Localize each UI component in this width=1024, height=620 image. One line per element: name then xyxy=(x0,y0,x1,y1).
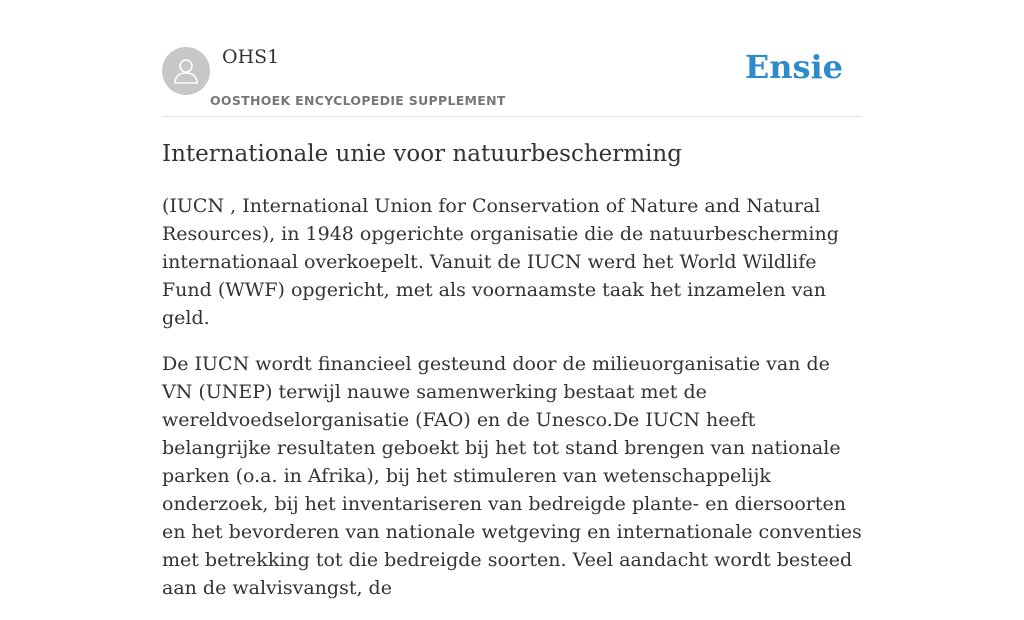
page-title: Internationale unie voor natuurbescherming xyxy=(162,141,682,167)
article-body xyxy=(162,192,862,620)
avatar[interactable] xyxy=(162,47,210,95)
source-name[interactable]: OOSTHOEK ENCYCLOPEDIE SUPPLEMENT xyxy=(210,93,506,108)
user-icon xyxy=(171,56,201,86)
paragraph: (IUCN , International Union for Conservation of Nature and Natural Resources), in 1948 opgerichte organisatie die de natuurbescherming internationaal overkoepelt. Vanuit de IUCN werd het World Wildlife Fund (WWF) opgericht, met als voornaamste taak het inzamelen van geld. xyxy=(162,195,839,329)
paragraph: De IUCN wordt financieel gesteund door de milieuorganisatie van de VN (UNEP) terwijl nauwe samenwerking bestaat met de wereldvoedselorganisatie (FAO) en de Unesco.De IUCN heeft belangrijke resultaten geboekt bij het tot stand brengen van nationale parken (o.a. in Afrika), bij het stimuleren van wetenschappelijk onderzoek, bij het inventariseren van bedreigde plante- en diersoorten en het bevorderen van nationale wetgeving en internationale conventies met betrekking tot die bedreigde soorten. Veel aandacht wordt besteed aan de walvisvangst, de xyxy=(162,353,862,599)
article-container xyxy=(162,0,862,599)
article-header xyxy=(162,0,862,117)
brand-logo[interactable]: Ensie xyxy=(744,48,843,86)
author-name[interactable]: OHS1 xyxy=(222,46,280,68)
